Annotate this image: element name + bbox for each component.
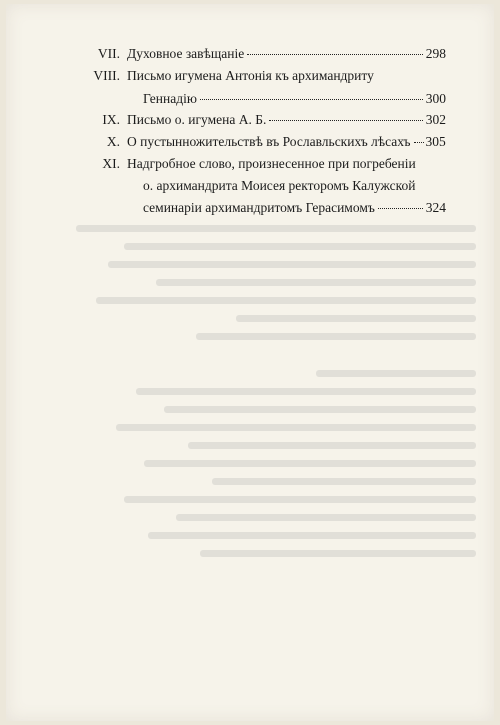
- toc-entry-title: Письмо о. игумена А. Б.: [127, 112, 267, 127]
- toc-entry-number: VII.: [97, 46, 120, 61]
- book-page: [6, 4, 494, 721]
- table-of-contents: [6, 4, 494, 721]
- toc-entry-title-continued: о. архимандрита Моисея ректоромъ Калужской: [143, 178, 416, 193]
- toc-entry-title-continued: семинаріи архимандритомъ Герасимомъ: [143, 200, 375, 215]
- toc-entry-number: X.: [106, 134, 120, 149]
- toc-entry-title-continued: Геннадію: [143, 91, 197, 106]
- toc-page-number: 302: [425, 112, 446, 127]
- toc-entry-line: [143, 87, 446, 110]
- toc-page-number: 298: [425, 46, 446, 61]
- toc-page-number: 305: [425, 134, 446, 149]
- toc-entry-number: IX.: [102, 112, 120, 127]
- toc-entry-line: [143, 196, 446, 219]
- dot-leader: [269, 120, 422, 121]
- toc-entry-number: XI.: [102, 156, 120, 171]
- dot-leader: [200, 99, 423, 100]
- toc-page-number: 324: [425, 200, 446, 215]
- toc-entry-line: [127, 130, 446, 153]
- toc-entry-title: Письмо игумена Антонія къ архимандриту: [127, 68, 374, 83]
- dot-leader: [414, 142, 424, 143]
- toc-entry-number: VIII.: [93, 68, 120, 83]
- toc-entry-title: Духовное завѣщаніе: [127, 46, 245, 61]
- dot-leader: [378, 208, 423, 209]
- toc-entry-line: [127, 42, 446, 65]
- toc-page-number: 300: [425, 91, 446, 106]
- dot-leader: [247, 54, 423, 55]
- toc-entry-title: Надгробное слово, произнесенное при погребеніи: [127, 156, 416, 171]
- toc-entry-title: О пустынножительствѣ въ Рославльскихъ лѣсахъ: [127, 134, 411, 149]
- toc-entry-line: [127, 108, 446, 131]
